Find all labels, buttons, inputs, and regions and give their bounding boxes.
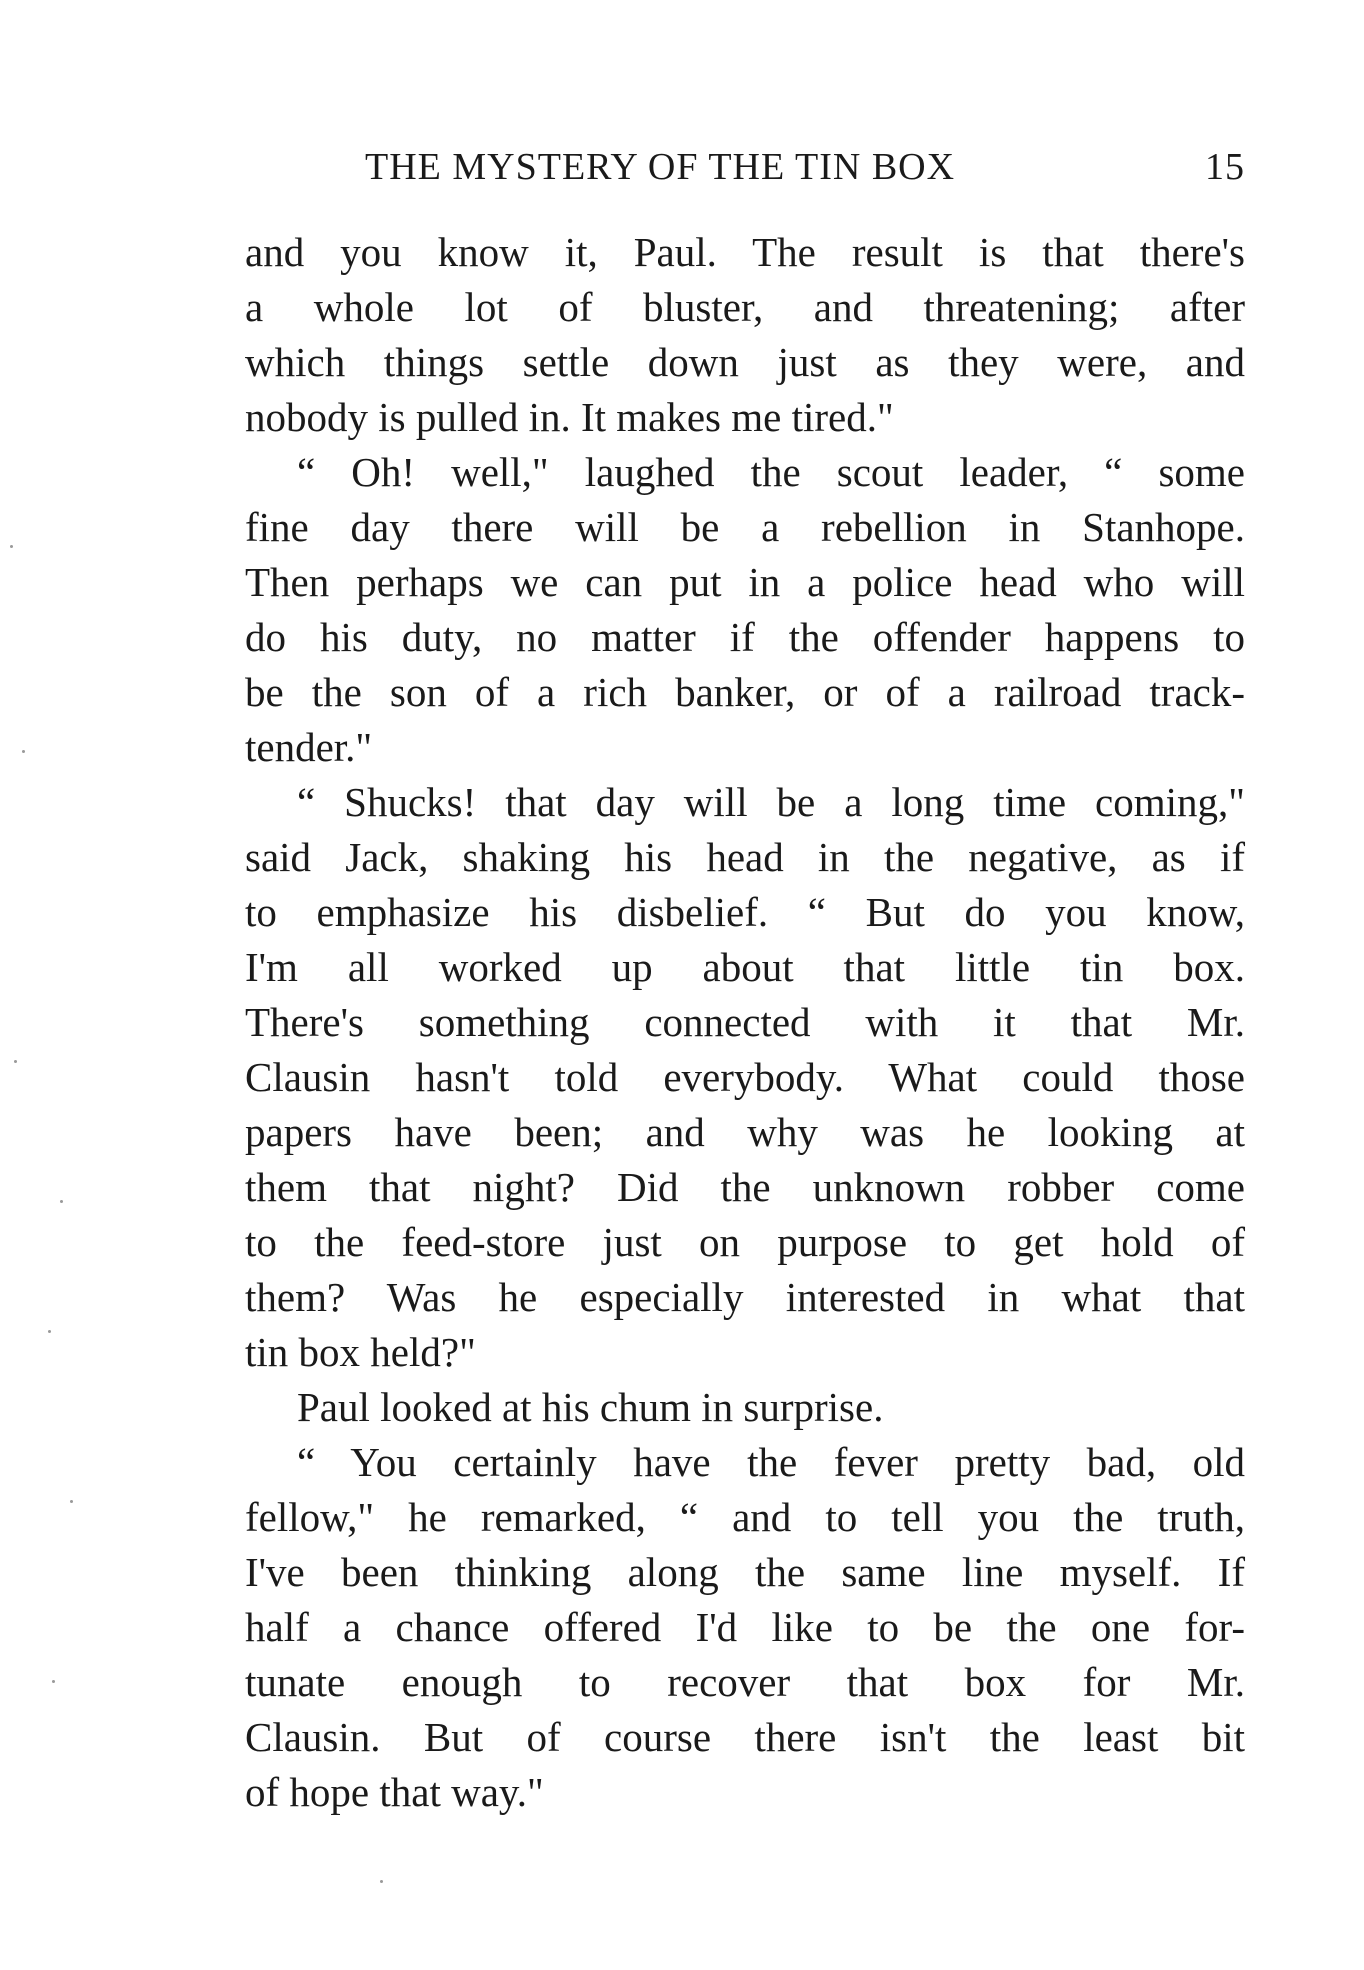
text-line: said Jack, shaking his head in the negative, as if [245, 834, 1245, 880]
text-line: half a chance offered I'd like to be the one for- [245, 1604, 1245, 1650]
running-title: THE MYSTERY OF THE TIN BOX [365, 146, 956, 188]
speck [14, 1060, 17, 1063]
text-line: a whole lot of bluster, and threatening; after [245, 284, 1245, 330]
speck [48, 1330, 51, 1333]
speck [22, 750, 25, 753]
speck [380, 1880, 383, 1883]
text-line: nobody is pulled in. It makes me tired." [245, 394, 894, 440]
text-line: to the feed-store just on purpose to get hold of [245, 1219, 1245, 1265]
body-text [245, 225, 1245, 1820]
page-number: 15 [1205, 146, 1245, 188]
text-line: of hope that way." [245, 1769, 544, 1815]
text-line: fine day there will be a rebellion in Stanhope. [245, 504, 1245, 550]
text-line: Clausin. But of course there isn't the least bit [245, 1714, 1245, 1760]
text-line: tunate enough to recover that box for Mr. [245, 1659, 1245, 1705]
speck [52, 1680, 55, 1683]
speck [70, 1500, 73, 1503]
text-line: “ Shucks! that day will be a long time coming," [297, 779, 1245, 825]
text-line: There's something connected with it that Mr. [245, 999, 1245, 1045]
text-line: “ Oh! well," laughed the scout leader, “ some [297, 449, 1245, 495]
text-line: and you know it, Paul. The result is that there's [245, 229, 1245, 275]
text-line: to emphasize his disbelief. “ But do you know, [245, 889, 1245, 935]
text-line: “ You certainly have the fever pretty bad, old [297, 1439, 1245, 1485]
text-line: I've been thinking along the same line myself. If [245, 1549, 1245, 1595]
text-line: tin box held?" [245, 1329, 476, 1375]
text-line: do his duty, no matter if the offender happens to [245, 614, 1245, 660]
text-line: Paul looked at his chum in surprise. [297, 1384, 884, 1430]
text-line: be the son of a rich banker, or of a railroad track- [245, 669, 1245, 715]
speck [10, 545, 13, 548]
text-line: fellow," he remarked, “ and to tell you the truth, [245, 1494, 1245, 1540]
text-line: Clausin hasn't told everybody. What could those [245, 1054, 1245, 1100]
text-line: tender." [245, 724, 373, 770]
text-line: them that night? Did the unknown robber come [245, 1164, 1245, 1210]
text-line: papers have been; and why was he looking at [245, 1109, 1245, 1155]
text-line: Then perhaps we can put in a police head who will [245, 559, 1245, 605]
text-line: them? Was he especially interested in what that [245, 1274, 1245, 1320]
running-header [245, 142, 1245, 192]
speck [60, 1200, 63, 1203]
text-line: I'm all worked up about that little tin box. [245, 944, 1245, 990]
text-line: which things settle down just as they were, and [245, 339, 1245, 385]
